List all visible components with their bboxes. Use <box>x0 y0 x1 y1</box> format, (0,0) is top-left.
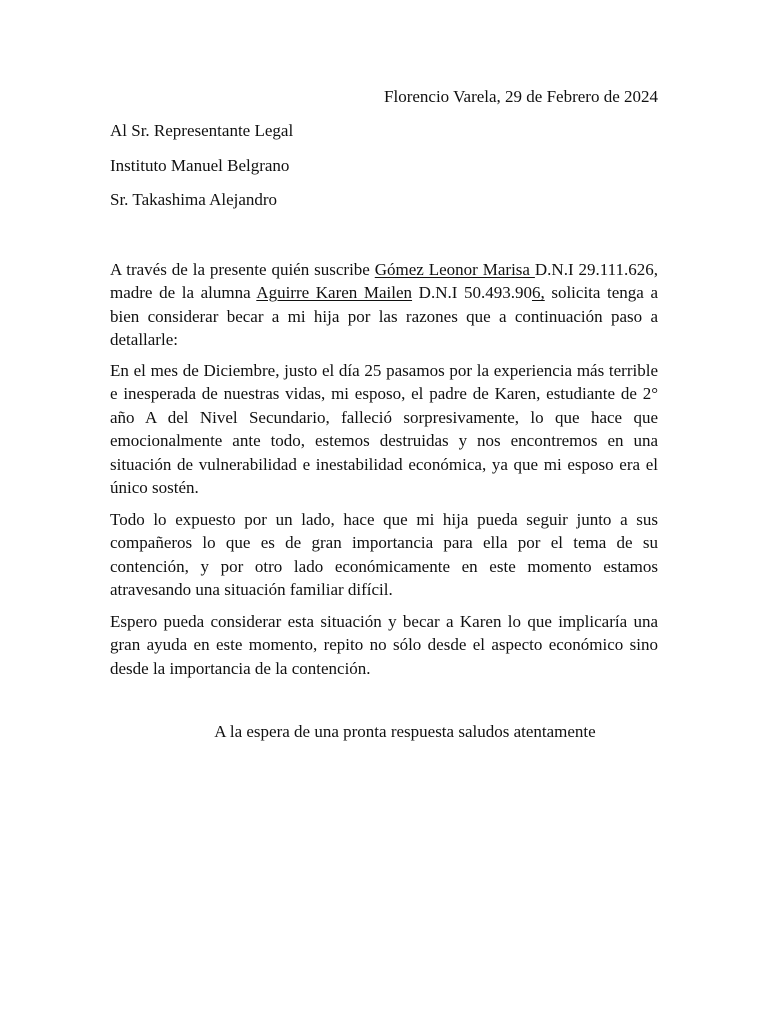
recipient-line-3: Sr. Takashima Alejandro <box>110 190 278 209</box>
intro-text-2: D.N.I 29.111.626, madre de la alumna <box>110 260 659 303</box>
date-line: Florencio Varela, 29 de Febrero de 2024 <box>384 87 658 106</box>
recipient-line-2: Instituto Manuel Belgrano <box>110 156 290 175</box>
paragraph-context: Todo lo expuesto por un lado, hace que mi hija pueda seguir junto a sus compañeros lo que es de gran importancia para ella por el tema de su contención, y por otro lado económicamente en este momento estamos atravesando una situación familiar difícil. <box>110 510 658 600</box>
signer-name: Gómez Leonor Marisa <box>374 260 535 279</box>
paragraph-circumstances: En el mes de Diciembre, justo el día 25 pasamos por la experiencia más terrible e inesperada de nuestras vidas, mi esposo, el padre de Karen, estudiante de 2° año A del Nivel Secundario, falleció sorpresivamente, lo que hace que emocionalmente ante todo, estemos destruidas y nos encontremos en una situación de vulnerabilidad e inestabilidad económica, ya que mi esposo era el único sostén. <box>110 361 658 498</box>
closing-line: A la espera de una pronta respuesta saludos atentamente <box>214 722 596 741</box>
recipient-line-1: Al Sr. Representante Legal <box>110 121 294 140</box>
intro-text-3: D.N.I 50.493.90 <box>412 283 532 303</box>
student-name: Aguirre Karen Mailen <box>256 283 413 303</box>
intro-text-1: A través de la presente quién suscribe <box>110 260 375 279</box>
paragraph-intro <box>110 258 658 352</box>
intro-text-4: solicita tenga a bien considerar becar a mi hija por las razones que a continuación paso a detallarle: <box>110 283 658 350</box>
intro-text-3-underlined: 6, <box>531 283 545 303</box>
paragraph-request: Espero pueda considerar esta situación y becar a Karen lo que implicaría una gran ayuda en este momento, repito no sólo desde el aspecto económico sino desde la importancia de la contención. <box>110 612 658 678</box>
